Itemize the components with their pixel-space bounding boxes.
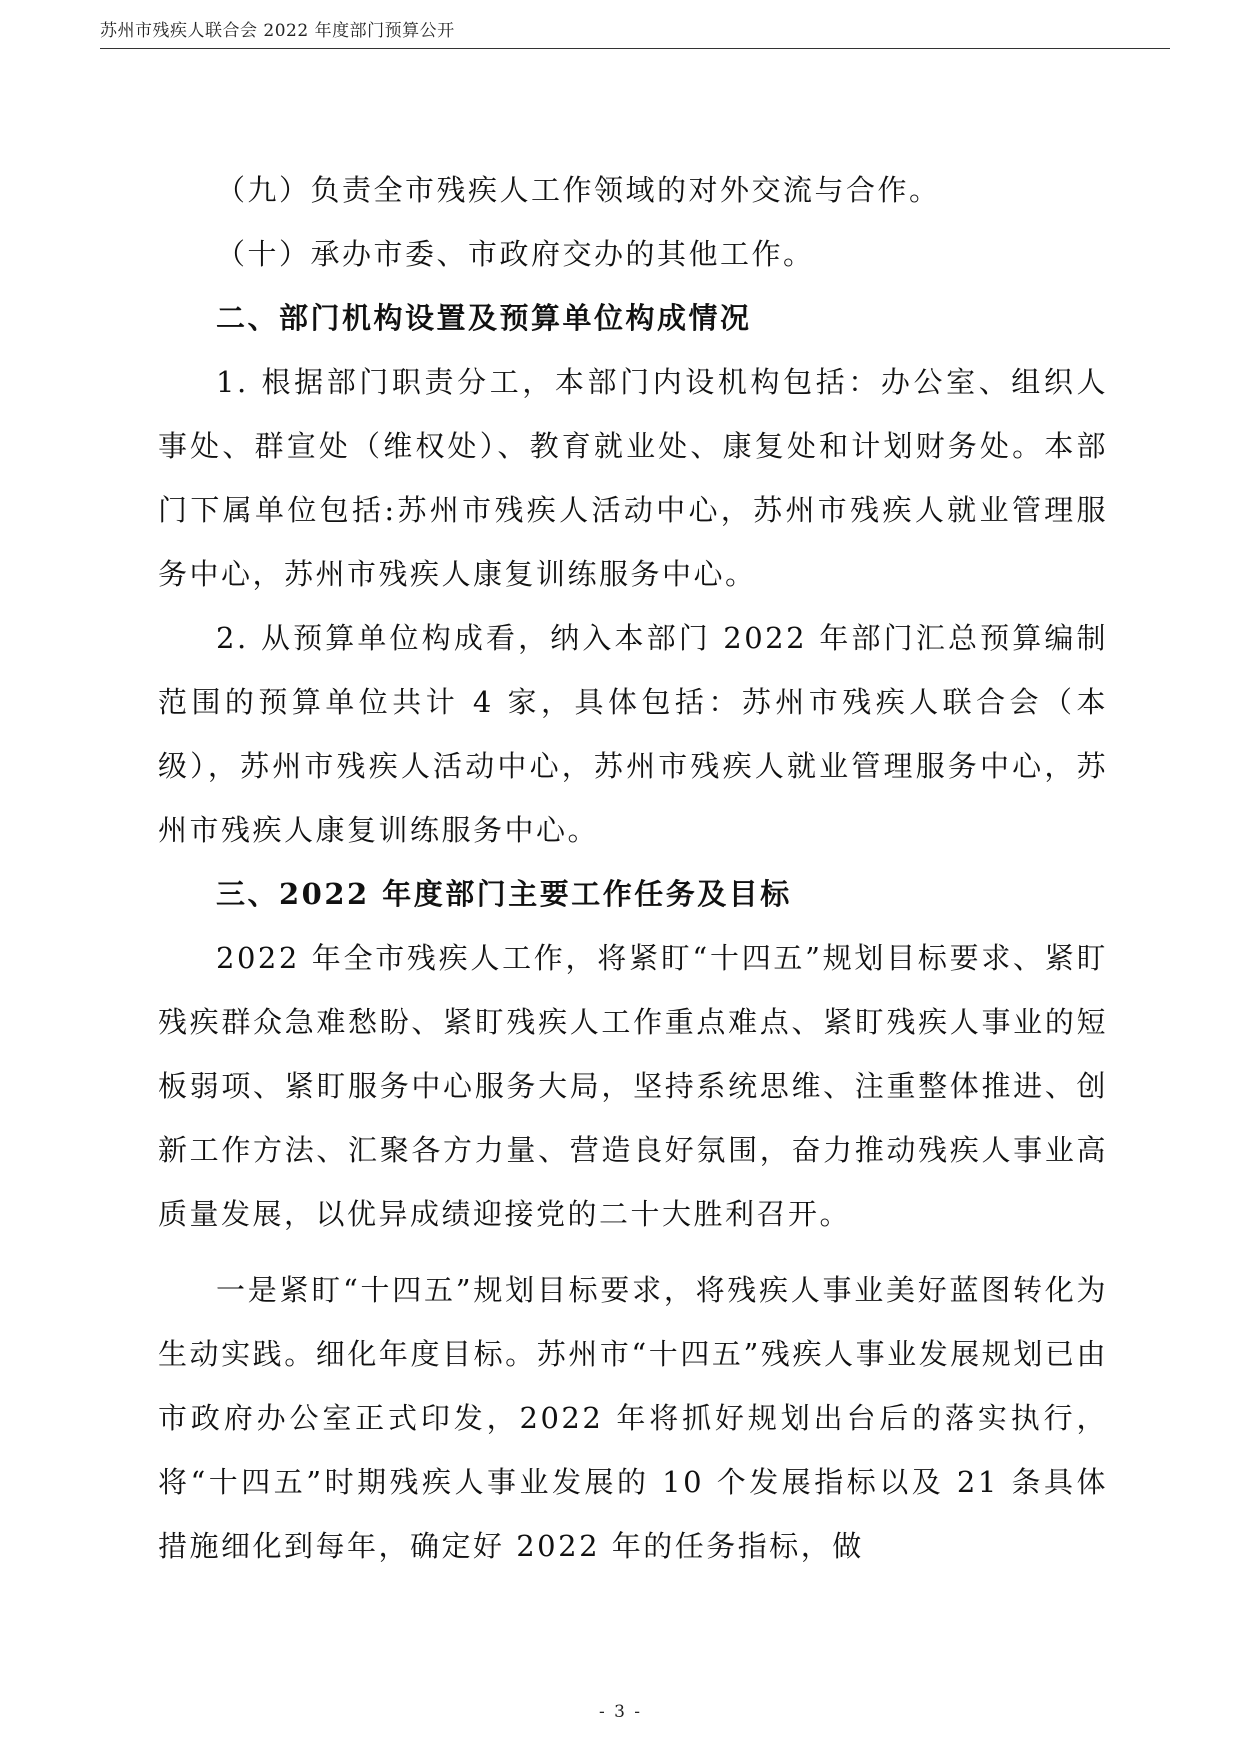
document-header: 苏州市残疾人联合会 2022 年度部门预算公开 bbox=[100, 21, 455, 41]
section-heading-2: 二、部门机构设置及预算单位构成情况 bbox=[216, 301, 752, 335]
document-body bbox=[158, 158, 1108, 1578]
paragraph-budget-units: 2. 从预算单位构成看，纳入本部门 2022 年部门汇总预算编制范围的预算单位共计 4 家，具体包括：苏州市残疾人联合会（本级），苏州市残疾人活动中心，苏州市残疾人就业管理服务中心，苏州市残疾人康复训练服务中心。 bbox=[158, 621, 1108, 847]
paragraph-goal-one: 一是紧盯“十四五”规划目标要求，将残疾人事业美好蓝图转化为生动实践。细化年度目标。苏州市“十四五”残疾人事业发展规划已由市政府办公室正式印发，2022 年将抓好规划出台后的落实执行，将“十四五”时期残疾人事业发展的 10 个发展指标以及 21 条具体措施细化到每年，确定好 2022 年的任务指标，做 bbox=[158, 1273, 1108, 1563]
paragraph-gap bbox=[158, 1246, 1108, 1258]
header-divider bbox=[100, 48, 1170, 49]
paragraph-item-10: （十）承办市委、市政府交办的其他工作。 bbox=[216, 237, 815, 271]
section-heading-3: 三、2022 年度部门主要工作任务及目标 bbox=[216, 877, 792, 911]
page-number: - 3 - bbox=[598, 1702, 643, 1722]
paragraph-work-overview: 2022 年全市残疾人工作，将紧盯“十四五”规划目标要求、紧盯残疾群众急难愁盼、紧盯残疾人工作重点难点、紧盯残疾人事业的短板弱项、紧盯服务中心服务大局，坚持系统思维、注重整体推进、创新工作方法、汇聚各方力量、营造良好氛围，奋力推动残疾人事业高质量发展，以优异成绩迎接党的二十大胜利召开。 bbox=[158, 941, 1108, 1231]
paragraph-internal-structure: 1. 根据部门职责分工，本部门内设机构包括：办公室、组织人事处、群宣处（维权处）、教育就业处、康复处和计划财务处。本部门下属单位包括:苏州市残疾人活动中心，苏州市残疾人就业管理服务中心，苏州市残疾人康复训练服务中心。 bbox=[158, 365, 1108, 591]
paragraph-item-9: （九）负责全市残疾人工作领域的对外交流与合作。 bbox=[216, 173, 941, 207]
